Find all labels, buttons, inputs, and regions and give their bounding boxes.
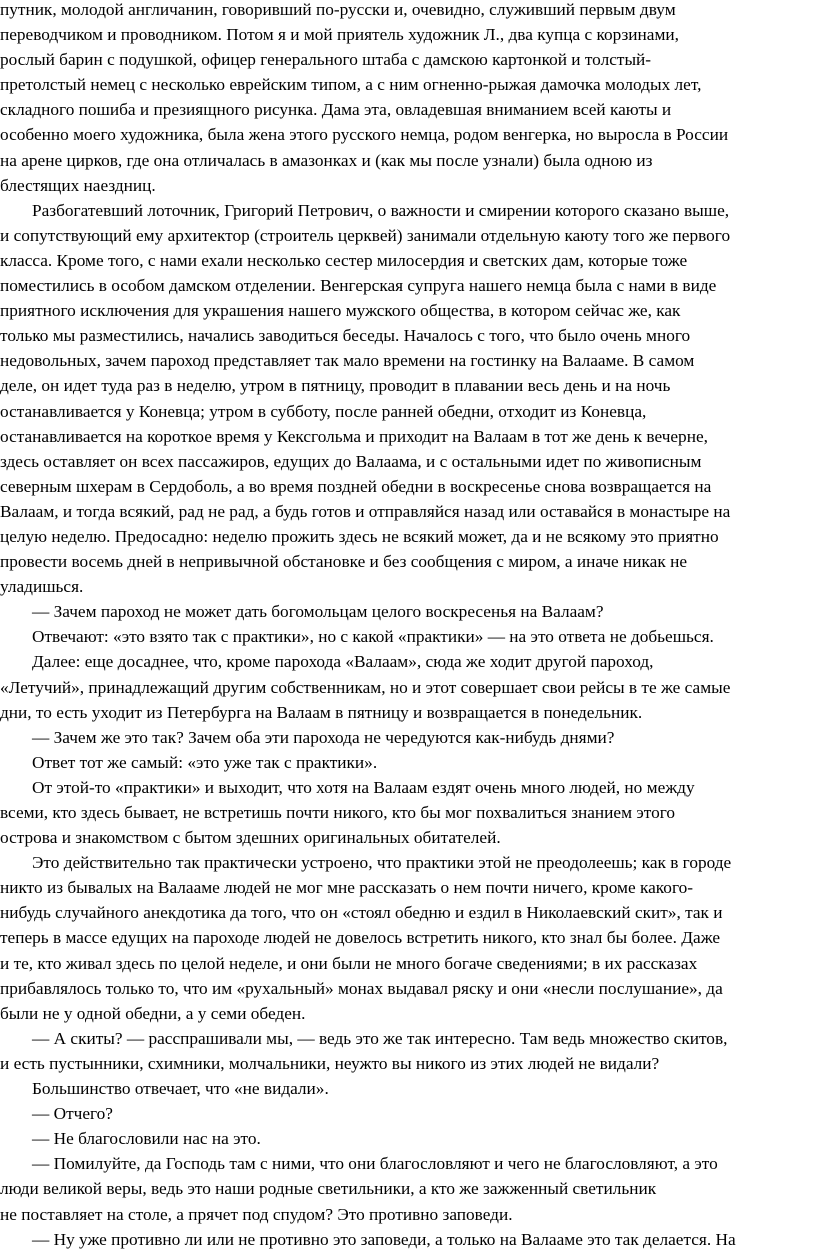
- text-line: — Помилуйте, да Господь там с ними, что они благословляют и чего не благословляют, а это: [32, 1154, 718, 1174]
- text-line: были не у одной обедни, а у семи обеден.: [0, 1003, 306, 1023]
- text-line: никто из бывалых на Валааме людей не мог мне рассказать о нем почти ничего, кроме какого-: [0, 878, 693, 898]
- text-line: — Зачем же это так? Зачем оба эти парохода не чередуются как-нибудь днями?: [32, 727, 615, 747]
- text-line: Это действительно так практически устроено, что практики этой не преодолеешь; как в городе: [32, 853, 732, 873]
- text-line: северным шхерам в Сердоболь, а во время поздней обедни в воскресенье снова возвращается на: [0, 476, 712, 496]
- text-line: класса. Кроме того, с нами ехали несколько сестер милосердия и светских дам, которые тоже: [0, 250, 688, 270]
- text-line: приятного исключения для украшения нашего мужского общества, в котором сейчас же, как: [0, 301, 681, 321]
- text-line: не поставляет на столе, а прячет под спудом? Это противно заповеди.: [0, 1204, 513, 1224]
- text-line: целую неделю. Предосадно: неделю прожить здесь не всякий может, да и не всякому это приятно: [0, 526, 719, 546]
- text-line: прибавлялось только то, что им «рухальный» монах выдавал ряску и они «несли послушание», да: [0, 978, 723, 998]
- text-line: — Не благословили нас на это.: [32, 1129, 261, 1149]
- text-line: поместились в особом дамском отделении. Венгерская супруга нашего немца была с нами в виде: [0, 276, 717, 296]
- text-line: Ответ тот же самый: «это уже так с практики».: [32, 752, 378, 772]
- text-line: всеми, кто здесь бывает, не встретишь почти никого, кто бы мог похвалиться знанием этого: [0, 803, 676, 822]
- text-line: и сопутствующий ему архитектор (строитель церквей) занимали отдельную каюту того же первого: [0, 225, 731, 245]
- text-line: рослый барин с подушкой, офицер генерального штаба с дамскою картонкой и толстый-: [0, 50, 652, 70]
- text-line: острова и знакомством с бытом здешних оригинальных обитателей.: [0, 828, 501, 848]
- text-line: провести восемь дней в непривычной обстановке и без сообщения с миром, а иначе никак не: [0, 552, 687, 572]
- text-line: От этой-то «практики» и выходит, что хотя на Валаам ездят очень много людей, но между: [32, 777, 695, 797]
- text-line: Далее: еще досаднее, что, кроме парохода «Валаам», сюда же ходит другой пароход,: [32, 652, 654, 672]
- text-line: нибудь случайного анекдотика да того, что он «стоял обедню и ездил в Николаевский скит», так и: [0, 903, 723, 923]
- text-line: путник, молодой англичанин, говоривший по-русски и, очевидно, служивший первым двум: [0, 0, 676, 19]
- text-line: деле, он идет туда раз в неделю, утром в пятницу, проводит в плавании весь день и на ночь: [0, 376, 671, 396]
- text-line: здесь оставляет он всех пассажиров, едущих до Валаама, и с остальными идет по живописным: [0, 451, 702, 471]
- text-line: теперь в массе едущих на пароходе людей не довелось встретить никого, кто знал бы более. Даже: [0, 928, 721, 948]
- text-line: особенно моего художника, была жена этого русского немца, родом венгерка, но выросла в России: [0, 125, 729, 145]
- text-line: складного пошиба и презиящного рисунка. Дама эта, овладевшая вниманием всей каюты и: [0, 100, 672, 120]
- text-line: на арене цирков, где она отличалась в амазонках и (как мы после узнали) была одною из: [0, 150, 653, 170]
- text-line: люди великой веры, ведь это наши родные светильники, а кто же зажженный светильник: [0, 1179, 657, 1199]
- text-line: и есть пустынники, схимники, молчальники, неужто вы никого из этих людей не видали?: [0, 1053, 660, 1073]
- text-line: — А скиты? — расспрашивали мы, — ведь это же так интересно. Там ведь множество скитов,: [32, 1028, 728, 1048]
- text-line: переводчиком и проводником. Потом я и мой приятель художник Л., два купца с корзинами,: [0, 25, 679, 45]
- text-line: Валаам, и тогда всякий, рад не рад, а будь готов и отправляйся назад или оставайся в монастыре на: [0, 501, 731, 521]
- text-line: уладишься.: [0, 577, 84, 597]
- text-line: и те, кто живал здесь по целой неделе, и они были не много богаче сведениями; в их рассказах: [0, 953, 698, 973]
- text-line: останавливается у Коневца; утром в субботу, после ранней обедни, отходит из Коневца,: [0, 401, 647, 421]
- text-line: «Летучий», принадлежащий другим собственникам, но и этот совершает свои рейсы в те же самые: [0, 677, 731, 697]
- text-line: блестящих наездниц.: [0, 175, 156, 195]
- text-line: Большинство отвечает, что «не видали».: [32, 1079, 329, 1099]
- text-line: — Ну уже противно ли или не противно это заповеди, а только на Валааме это так делается. На: [32, 1229, 736, 1249]
- text-line: останавливается на короткое время у Кексгольма и приходит на Валаам в тот же день к вечерне,: [0, 426, 708, 446]
- text-line: дни, то есть уходит из Петербурга на Валаам в пятницу и возвращается в понедельник.: [0, 702, 643, 722]
- text-line: — Зачем пароход не может дать богомольцам целого воскресенья на Валаам?: [32, 602, 604, 622]
- text-line: Отвечают: «это взято так с практики», но с какой «практики» — на это ответа не добьешься.: [32, 627, 714, 647]
- text-line: Разбогатевший лоточник, Григорий Петрович, о важности и смирении которого сказано выше,: [32, 200, 730, 220]
- text-line: претолстый немец с несколько еврейским типом, а с ним огненно-рыжая дамочка молодых лет,: [0, 75, 702, 95]
- text-line: недовольных, зачем пароход представляет так мало времени на гостинку на Валааме. В самом: [0, 351, 695, 371]
- text-line: только мы разместились, начались заводиться беседы. Началось с того, что было очень много: [0, 326, 691, 346]
- text-line: — Отчего?: [32, 1104, 113, 1124]
